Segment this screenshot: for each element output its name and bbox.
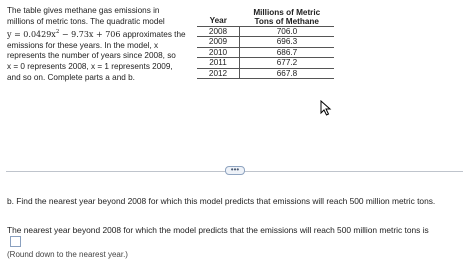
tons-cell: 686.7 [240, 47, 335, 57]
mouse-pointer-icon [320, 100, 332, 116]
year-cell: 2010 [197, 47, 240, 57]
quadratic-model-equation: $y = 0.0429x^2 - 9.73x + 706$ [7, 29, 121, 40]
tons-cell: 696.3 [240, 37, 335, 47]
show-more-button[interactable]: ••• [225, 166, 245, 175]
year-cell: 2011 [197, 58, 240, 68]
tons-cell: 677.2 [240, 58, 335, 68]
problem-statement [7, 6, 197, 83]
year-cell: 2009 [197, 37, 240, 47]
intro-line: x = 0 represents 2008, x = 1 represents 2009, [7, 61, 173, 71]
intro-line: represents the number of years since 2008, so [7, 51, 176, 61]
table-row [197, 27, 334, 37]
intro-line: The table gives methane gas emissions in [7, 6, 160, 15]
part-b-question: b. Find the nearest year beyond 2008 for which this model predicts that emissions will reach 500 million metric tons. [7, 196, 436, 206]
year-cell: 2012 [197, 68, 240, 78]
tons-cell: 706.0 [240, 27, 335, 37]
intro-line: and so on. Complete parts a and b. [7, 72, 135, 82]
year-cell: 2008 [197, 27, 240, 37]
table-header-tons-line2: Tons of Methane [240, 17, 335, 27]
intro-line: emissions for these years. In the model, x [7, 40, 159, 50]
table-row [197, 47, 334, 57]
table-row [197, 68, 334, 78]
table-row [197, 37, 334, 47]
intro-line: millions of metric tons. The quadratic model [7, 16, 165, 26]
table-header-year: Year [209, 16, 227, 25]
intro-equation-line: $y = 0.0429x^2 - 9.73x + 706$ approximates the [7, 29, 186, 40]
rounding-hint: (Round down to the nearest year.) [7, 250, 128, 259]
answer-input[interactable] [10, 236, 21, 247]
tons-cell: 667.8 [240, 68, 335, 78]
table-header-tons-line1: Millions of Metric [253, 8, 321, 17]
methane-data-table [197, 8, 334, 79]
table-row [197, 58, 334, 68]
answer-prompt: The nearest year beyond 2008 for which the model predicts that the emissions will reach 500 million metric tons is [7, 225, 429, 235]
